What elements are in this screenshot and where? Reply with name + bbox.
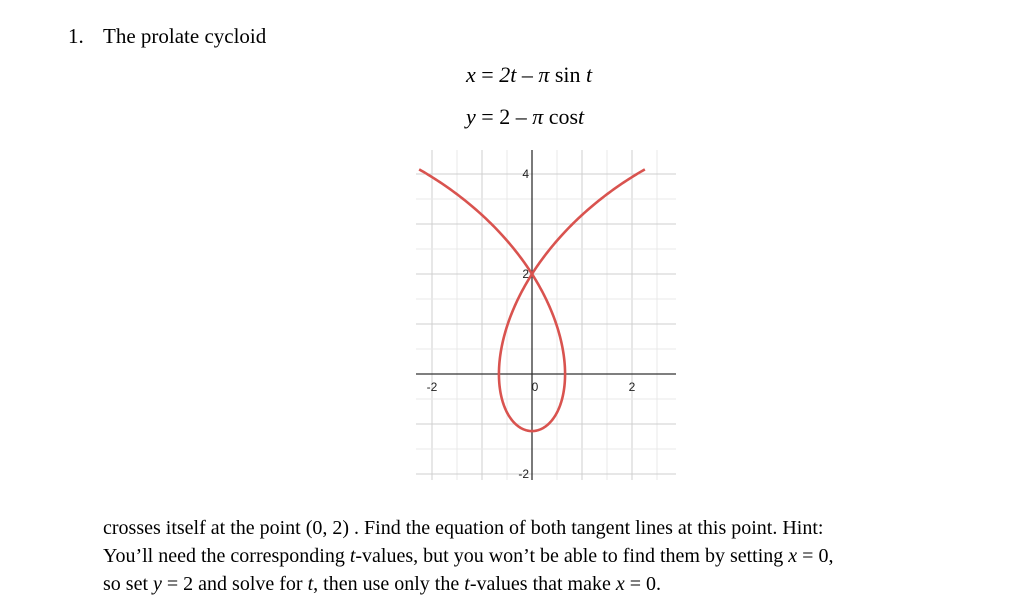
t3b: = 2 and solve for: [161, 573, 308, 595]
t2c: = 0,: [797, 545, 834, 567]
eq-x-equals: =: [475, 62, 500, 87]
eq-y-lhs: y: [466, 104, 476, 129]
t3a: so set: [103, 573, 153, 595]
y-tick-label: -2: [518, 467, 529, 481]
eq-x-arg: t: [586, 62, 593, 87]
t3d: -values that make: [469, 573, 616, 595]
eq-y-pi: π: [532, 104, 544, 129]
text-line-3: [103, 570, 1003, 598]
text-line-2: [103, 542, 1003, 570]
t2a: You’ll need the corresponding: [103, 545, 350, 567]
eq-y-term: 2: [499, 104, 511, 129]
eq-y-cos: cos: [543, 104, 579, 129]
y-tick-label: 4: [522, 167, 529, 181]
eq-y-equals: =: [475, 104, 500, 129]
t3t: t: [307, 573, 314, 595]
problem-number: 1.: [68, 24, 84, 48]
t2x: x: [788, 545, 798, 567]
x-tick-label: -2: [426, 380, 438, 394]
x-tick-label: 2: [628, 380, 636, 394]
eq-y-arg: t: [578, 104, 585, 129]
problem-title: The prolate cycloid: [103, 24, 267, 48]
x-tick-label: 0: [531, 380, 539, 394]
text-line-1: crosses itself at the point (0, 2) . Find the equation of both tangent lines at this point. Hint:: [103, 517, 824, 539]
problem-text: [103, 514, 1003, 598]
eq-x-term: 2t: [499, 62, 517, 87]
t3x: x: [615, 573, 625, 595]
t2b: -values, but you won’t be able to find them by setting: [355, 545, 789, 567]
t3e: = 0.: [624, 573, 662, 595]
eq-y-minus: –: [510, 104, 533, 129]
eq-x-pi: π: [538, 62, 550, 87]
t3t2: t: [464, 573, 470, 595]
t3y: y: [153, 573, 162, 595]
t2t: t: [349, 545, 356, 567]
eq-x-lhs: x: [466, 62, 476, 87]
eq-x-sin: sin: [549, 62, 587, 87]
grid: [416, 150, 676, 480]
y-tick-label: 2: [522, 267, 529, 281]
t3c: , then use only the: [313, 573, 465, 595]
eq-x-minus: –: [516, 62, 539, 87]
